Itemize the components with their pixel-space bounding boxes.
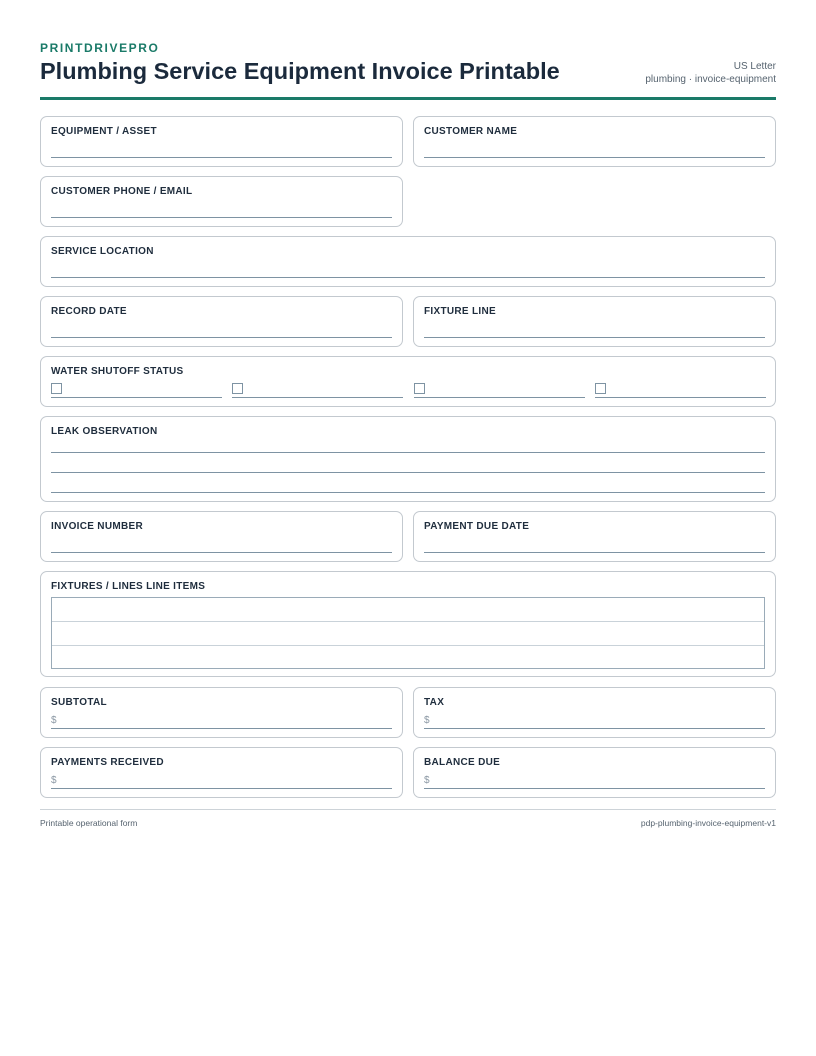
invoice-number-write-line[interactable]: [51, 552, 392, 553]
table-row[interactable]: [52, 622, 764, 646]
customer-name-field: [413, 116, 776, 167]
currency-symbol: $: [424, 775, 430, 786]
customer-contact-write-line[interactable]: [51, 217, 392, 218]
balance-due-label: BALANCE DUE: [424, 757, 501, 768]
option-write-line[interactable]: [232, 397, 403, 398]
leak-observation-label: LEAK OBSERVATION: [51, 426, 158, 437]
record-date-label: RECORD DATE: [51, 306, 127, 317]
subtotal-write-line[interactable]: [51, 728, 392, 729]
option-write-line[interactable]: [414, 397, 585, 398]
customer-contact-label: CUSTOMER PHONE / EMAIL: [51, 186, 193, 197]
line-items-field: [40, 571, 776, 677]
currency-symbol: $: [51, 715, 57, 726]
document-tags: plumbing · invoice-equipment: [645, 74, 776, 85]
service-location-label: SERVICE LOCATION: [51, 246, 154, 257]
currency-symbol: $: [424, 715, 430, 726]
line-items-label: FIXTURES / LINES LINE ITEMS: [51, 581, 206, 592]
payment-due-label: PAYMENT DUE DATE: [424, 521, 530, 532]
option-write-line[interactable]: [595, 397, 766, 398]
tax-write-line[interactable]: [424, 728, 765, 729]
footer-form-id: pdp-plumbing-invoice-equipment-v1: [640, 818, 776, 828]
leak-observation-write-line[interactable]: [51, 452, 765, 453]
payments-received-field: [40, 747, 403, 798]
shutoff-option-4: [595, 383, 766, 399]
shutoff-status-label: WATER SHUTOFF STATUS: [51, 366, 184, 377]
checkbox[interactable]: [232, 383, 243, 394]
subtotal-label: SUBTOTAL: [51, 697, 107, 708]
page-title: Plumbing Service Equipment Invoice Printable: [40, 58, 560, 84]
document-meta: [645, 60, 776, 86]
invoice-number-label: INVOICE NUMBER: [51, 521, 143, 532]
subtotal-field: [40, 687, 403, 738]
leak-observation-write-line[interactable]: [51, 492, 765, 493]
fixture-line-label: FIXTURE LINE: [424, 306, 496, 317]
footer-divider: [40, 809, 776, 810]
customer-contact-field: [40, 176, 403, 227]
header-divider: [40, 97, 776, 100]
fixture-line-field: [413, 296, 776, 347]
payment-due-field: [413, 511, 776, 562]
payments-received-label: PAYMENTS RECEIVED: [51, 757, 164, 768]
option-write-line[interactable]: [51, 397, 222, 398]
brand-logo-text: PRINTDRIVEPRO: [40, 41, 160, 55]
service-location-write-line[interactable]: [51, 277, 765, 278]
table-row[interactable]: [52, 646, 764, 670]
leak-observation-write-line[interactable]: [51, 472, 765, 473]
checkbox[interactable]: [51, 383, 62, 394]
equipment-write-line[interactable]: [51, 157, 392, 158]
invoice-number-field: [40, 511, 403, 562]
balance-due-field: [413, 747, 776, 798]
footer-form-type: Printable operational form: [40, 818, 138, 828]
checkbox[interactable]: [595, 383, 606, 394]
paper-size: US Letter: [733, 61, 776, 72]
checkbox[interactable]: [414, 383, 425, 394]
customer-name-label: CUSTOMER NAME: [424, 126, 518, 137]
equipment-field: [40, 116, 403, 167]
shutoff-status-field: [40, 356, 776, 407]
payment-due-write-line[interactable]: [424, 552, 765, 553]
shutoff-option-3: [414, 383, 585, 399]
table-row[interactable]: [52, 598, 764, 622]
tax-label: TAX: [424, 697, 445, 708]
tax-field: [413, 687, 776, 738]
record-date-field: [40, 296, 403, 347]
leak-observation-field: [40, 416, 776, 502]
currency-symbol: $: [51, 775, 57, 786]
record-date-write-line[interactable]: [51, 337, 392, 338]
payments-received-write-line[interactable]: [51, 788, 392, 789]
equipment-label: EQUIPMENT / ASSET: [51, 126, 157, 137]
fixture-line-write-line[interactable]: [424, 337, 765, 338]
service-location-field: [40, 236, 776, 287]
line-items-table: [51, 597, 765, 669]
balance-due-write-line[interactable]: [424, 788, 765, 789]
customer-name-write-line[interactable]: [424, 157, 765, 158]
shutoff-option-2: [232, 383, 403, 399]
shutoff-option-1: [51, 383, 222, 399]
